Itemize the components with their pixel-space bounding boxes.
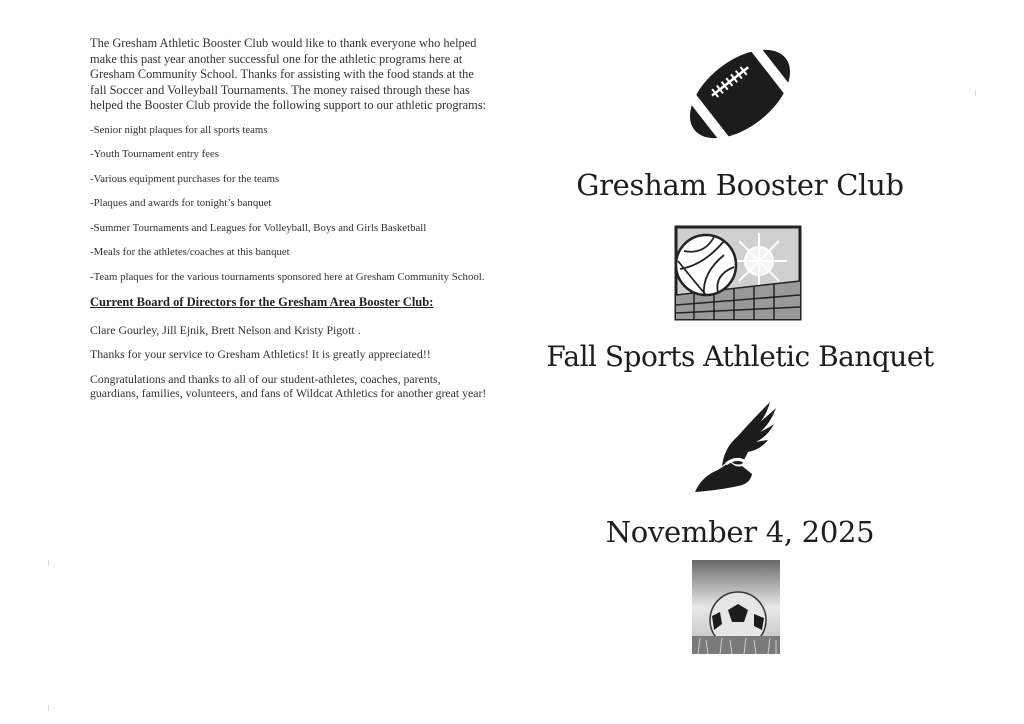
intro-paragraph: The Gresham Athletic Booster Club would like to thank everyone who helped make this past year another successful one for the athletic programs here at Gresham Community School. Thanks for assisting with the food stands at the fall Soccer and Volleyball Tournaments. The money raised through these has helped the Booster Club provide the following support to our athletic programs: [90,36,487,112]
event-date: November 4, 2025 [605,515,875,549]
soccer-ball-icon [692,560,780,654]
right-panel [520,0,960,724]
support-item: -Summer Tournaments and Leagues for Volleyball, Boys and Girls Basketball [90,221,427,234]
support-item: -Youth Tournament entry fees [90,148,219,160]
event-title: Fall Sports Athletic Banquet [546,340,934,373]
left-panel [90,36,490,411]
board-heading: Current Board of Directors for the Gresham Area Booster Club: [90,295,434,309]
support-item: -Plaques and awards for tonight’s banquet [90,197,272,209]
board-members: Clare Gourley, Jill Ejnik, Brett Nelson and Kristy Pigott . [90,322,361,337]
support-item: -Meals for the athletes/coaches at this banquet [90,246,290,258]
winged-shoe-icon [690,396,780,496]
support-item: -Team plaques for the various tournaments sponsored here at Gresham Community School. [90,270,485,283]
scan-mark [48,560,49,566]
congrats-text: Congratulations and thanks to all of our student-athletes, coaches, parents, guardians, families, volunteers, and fans of Wildcat Athletics for another great year! [90,371,487,400]
support-item: -Various equipment purchases for the teams [90,172,280,185]
club-name: Gresham Booster Club [576,168,904,202]
support-item: -Senior night plaques for all sports teams [90,123,268,136]
thanks-text: Thanks for your service to Gresham Athletics! It is greatly appreciated!! [90,347,431,361]
volleyball-icon [674,225,802,321]
scan-mark [48,705,49,711]
support-list [90,124,490,284]
scan-mark [975,90,976,96]
football-icon [685,42,795,146]
